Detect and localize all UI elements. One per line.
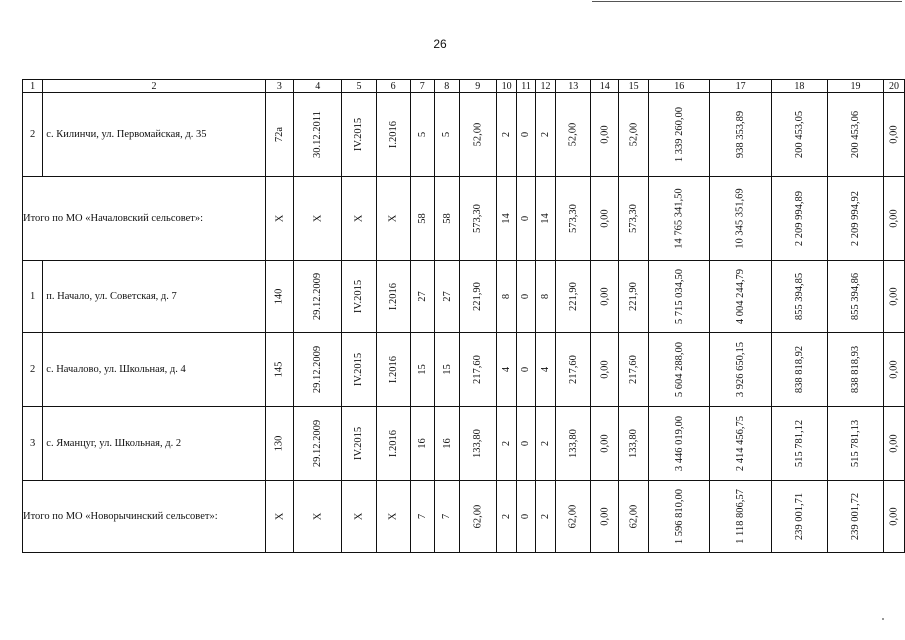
value-text: 2 bbox=[539, 513, 551, 520]
value-text: I.2016 bbox=[387, 355, 399, 384]
value-text: I.2016 bbox=[387, 429, 399, 458]
value-cell-col-20 bbox=[884, 333, 905, 407]
value-text: 2 209 994,92 bbox=[849, 190, 861, 247]
value-cell-col-7 bbox=[410, 93, 435, 177]
value-text: 0 bbox=[520, 215, 532, 222]
value-cell-col-19 bbox=[827, 261, 883, 333]
value-text: 2 bbox=[539, 440, 551, 447]
value-cell-col-10 bbox=[496, 261, 516, 333]
address-cell: с. Яманцуг, ул. Школьная, д. 2 bbox=[43, 407, 265, 481]
value-text: 4 bbox=[501, 366, 513, 373]
value-text: X bbox=[312, 214, 324, 223]
value-cell-col-19 bbox=[827, 407, 883, 481]
value-cell-col-10 bbox=[496, 177, 516, 261]
value-text: 72а bbox=[273, 126, 285, 143]
subtotal-row bbox=[23, 177, 905, 261]
value-cell-col-18 bbox=[771, 177, 827, 261]
value-cell-col-16 bbox=[649, 407, 710, 481]
value-text: 16 bbox=[416, 438, 428, 449]
value-cell-col-7 bbox=[410, 481, 435, 553]
value-cell-col-17 bbox=[710, 481, 771, 553]
value-text: 7 bbox=[416, 513, 428, 520]
value-cell-col-18 bbox=[771, 333, 827, 407]
value-cell-col-3 bbox=[265, 177, 293, 261]
value-text: 2 bbox=[501, 440, 513, 447]
column-number-cell: 8 bbox=[435, 80, 460, 93]
value-cell-col-17 bbox=[710, 93, 771, 177]
value-text: 1 339 260,00 bbox=[673, 106, 685, 163]
value-cell-col-9 bbox=[459, 93, 496, 177]
value-cell-col-15 bbox=[619, 407, 649, 481]
value-text: 0,00 bbox=[599, 125, 611, 144]
column-number-cell: 7 bbox=[410, 80, 435, 93]
value-cell-col-10 bbox=[496, 93, 516, 177]
value-text: 515 781,12 bbox=[793, 419, 805, 468]
value-cell-col-3 bbox=[265, 93, 293, 177]
value-text: I.2016 bbox=[387, 120, 399, 149]
value-cell-col-12 bbox=[535, 333, 555, 407]
value-cell-col-4 bbox=[294, 93, 342, 177]
value-text: 16 bbox=[441, 438, 453, 449]
value-text: 30.12.2011 bbox=[312, 111, 324, 158]
value-cell-col-15 bbox=[619, 261, 649, 333]
value-text: 27 bbox=[416, 291, 428, 302]
value-text: 4 bbox=[539, 366, 551, 373]
value-cell-col-9 bbox=[459, 261, 496, 333]
value-cell-col-16 bbox=[649, 481, 710, 553]
value-cell-col-6 bbox=[376, 333, 410, 407]
value-cell-col-18 bbox=[771, 93, 827, 177]
value-cell-col-14 bbox=[591, 177, 619, 261]
value-cell-col-11 bbox=[517, 177, 535, 261]
value-cell-col-5 bbox=[342, 481, 376, 553]
column-number-cell: 9 bbox=[459, 80, 496, 93]
value-cell-col-4 bbox=[294, 481, 342, 553]
value-text: 5 bbox=[416, 131, 428, 138]
value-cell-col-6 bbox=[376, 481, 410, 553]
value-text: 62,00 bbox=[472, 504, 484, 529]
value-text: 0,00 bbox=[599, 507, 611, 526]
value-text: 0,00 bbox=[888, 209, 900, 228]
column-number-cell: 13 bbox=[556, 80, 591, 93]
value-text: 217,60 bbox=[472, 355, 484, 384]
value-text: 14 765 341,50 bbox=[673, 188, 685, 249]
row-number-cell: 2 bbox=[23, 93, 43, 177]
value-cell-col-7 bbox=[410, 407, 435, 481]
value-cell-col-14 bbox=[591, 407, 619, 481]
value-text: 62,00 bbox=[628, 504, 640, 529]
value-cell-col-13 bbox=[556, 333, 591, 407]
value-text: 5 bbox=[441, 131, 453, 138]
value-text: 200 453,06 bbox=[849, 110, 861, 159]
value-cell-col-20 bbox=[884, 407, 905, 481]
value-cell-col-14 bbox=[591, 261, 619, 333]
value-text: X bbox=[273, 512, 285, 521]
value-text: 3 446 019,00 bbox=[673, 415, 685, 472]
value-cell-col-15 bbox=[619, 481, 649, 553]
value-text: 15 bbox=[441, 364, 453, 375]
value-text: 29.12.2009 bbox=[312, 419, 324, 468]
value-cell-col-14 bbox=[591, 333, 619, 407]
table-row bbox=[23, 333, 905, 407]
value-text: 573,30 bbox=[628, 204, 640, 233]
value-cell-col-11 bbox=[517, 407, 535, 481]
column-number-cell: 18 bbox=[771, 80, 827, 93]
row-number-cell: 1 bbox=[23, 261, 43, 333]
value-text: 2 414 456,75 bbox=[735, 415, 747, 472]
value-text: 52,00 bbox=[567, 122, 579, 147]
value-cell-col-12 bbox=[535, 407, 555, 481]
value-cell-col-17 bbox=[710, 333, 771, 407]
value-text: 1 596 810,00 bbox=[673, 488, 685, 545]
value-cell-col-9 bbox=[459, 407, 496, 481]
value-text: 0,00 bbox=[599, 434, 611, 453]
address-cell: с. Килинчи, ул. Первомайская, д. 35 bbox=[43, 93, 265, 177]
value-cell-col-13 bbox=[556, 481, 591, 553]
value-cell-col-12 bbox=[535, 177, 555, 261]
column-number-cell: 10 bbox=[496, 80, 516, 93]
value-text: 1 118 806,57 bbox=[735, 489, 747, 544]
value-cell-col-10 bbox=[496, 481, 516, 553]
value-text: 133,80 bbox=[567, 429, 579, 458]
value-text: X bbox=[312, 512, 324, 521]
value-cell-col-11 bbox=[517, 481, 535, 553]
value-text: 27 bbox=[441, 291, 453, 302]
value-cell-col-10 bbox=[496, 407, 516, 481]
table-row bbox=[23, 93, 905, 177]
value-text: 15 bbox=[416, 364, 428, 375]
value-text: 0 bbox=[520, 513, 532, 520]
value-text: 10 345 351,69 bbox=[735, 188, 747, 249]
value-text: IV.2015 bbox=[353, 279, 365, 314]
value-cell-col-19 bbox=[827, 93, 883, 177]
value-cell-col-16 bbox=[649, 177, 710, 261]
value-cell-col-20 bbox=[884, 93, 905, 177]
value-cell-col-6 bbox=[376, 407, 410, 481]
value-text: 4 004 244,79 bbox=[735, 268, 747, 325]
value-cell-col-8 bbox=[435, 93, 460, 177]
value-text: 573,30 bbox=[472, 204, 484, 233]
value-cell-col-3 bbox=[265, 333, 293, 407]
value-text: 14 bbox=[539, 213, 551, 224]
value-cell-col-5 bbox=[342, 333, 376, 407]
row-number-cell: 2 bbox=[23, 333, 43, 407]
column-number-cell: 15 bbox=[619, 80, 649, 93]
value-cell-col-9 bbox=[459, 333, 496, 407]
value-text: 58 bbox=[416, 213, 428, 224]
value-cell-col-3 bbox=[265, 481, 293, 553]
value-text: 0,00 bbox=[888, 287, 900, 306]
value-cell-col-18 bbox=[771, 481, 827, 553]
value-text: 573,30 bbox=[567, 204, 579, 233]
value-text: 221,90 bbox=[567, 282, 579, 311]
value-cell-col-7 bbox=[410, 261, 435, 333]
value-text: 217,60 bbox=[628, 355, 640, 384]
value-text: 221,90 bbox=[628, 282, 640, 311]
value-text: 838 818,92 bbox=[793, 345, 805, 394]
value-text: 0,00 bbox=[599, 360, 611, 379]
value-cell-col-16 bbox=[649, 333, 710, 407]
value-cell-col-16 bbox=[649, 93, 710, 177]
value-text: 0 bbox=[520, 366, 532, 373]
value-text: 140 bbox=[273, 288, 285, 305]
value-text: 0,00 bbox=[888, 434, 900, 453]
value-cell-col-7 bbox=[410, 177, 435, 261]
value-cell-col-6 bbox=[376, 177, 410, 261]
value-text: 0,00 bbox=[888, 125, 900, 144]
value-cell-col-4 bbox=[294, 407, 342, 481]
value-text: 8 bbox=[501, 293, 513, 300]
value-cell-col-8 bbox=[435, 481, 460, 553]
value-text: 221,90 bbox=[472, 282, 484, 311]
value-text: 133,80 bbox=[628, 429, 640, 458]
value-cell-col-20 bbox=[884, 261, 905, 333]
value-cell-col-5 bbox=[342, 261, 376, 333]
value-text: 0,00 bbox=[599, 209, 611, 228]
value-text: X bbox=[353, 214, 365, 223]
value-cell-col-15 bbox=[619, 177, 649, 261]
value-text: 938 353,89 bbox=[735, 110, 747, 159]
value-text: I.2016 bbox=[387, 282, 399, 311]
value-cell-col-12 bbox=[535, 481, 555, 553]
value-text: 0 bbox=[520, 131, 532, 138]
value-text: IV.2015 bbox=[353, 352, 365, 387]
value-cell-col-8 bbox=[435, 333, 460, 407]
column-number-cell: 19 bbox=[827, 80, 883, 93]
value-cell-col-19 bbox=[827, 481, 883, 553]
value-cell-col-13 bbox=[556, 93, 591, 177]
value-text: X bbox=[273, 214, 285, 223]
value-text: 58 bbox=[441, 213, 453, 224]
scan-top-rule bbox=[592, 1, 902, 2]
value-text: 145 bbox=[273, 361, 285, 378]
value-text: 133,80 bbox=[472, 429, 484, 458]
column-number-cell: 4 bbox=[294, 80, 342, 93]
value-text: 7 bbox=[441, 513, 453, 520]
subtotal-row bbox=[23, 481, 905, 553]
value-cell-col-3 bbox=[265, 407, 293, 481]
value-cell-col-18 bbox=[771, 261, 827, 333]
value-cell-col-9 bbox=[459, 177, 496, 261]
value-cell-col-7 bbox=[410, 333, 435, 407]
column-number-cell: 2 bbox=[43, 80, 265, 93]
scan-speck bbox=[882, 618, 884, 620]
value-text: 0 bbox=[520, 293, 532, 300]
value-text: 200 453,05 bbox=[793, 110, 805, 159]
column-number-cell: 6 bbox=[376, 80, 410, 93]
value-cell-col-5 bbox=[342, 407, 376, 481]
value-cell-col-12 bbox=[535, 93, 555, 177]
value-text: 3 926 650,15 bbox=[735, 341, 747, 398]
value-cell-col-4 bbox=[294, 177, 342, 261]
value-cell-col-20 bbox=[884, 481, 905, 553]
address-cell: п. Начало, ул. Советская, д. 7 bbox=[43, 261, 265, 333]
value-text: IV.2015 bbox=[353, 426, 365, 461]
value-cell-col-17 bbox=[710, 261, 771, 333]
column-number-cell: 1 bbox=[23, 80, 43, 93]
value-text: X bbox=[353, 512, 365, 521]
value-cell-col-15 bbox=[619, 333, 649, 407]
value-text: 515 781,13 bbox=[849, 419, 861, 468]
value-cell-col-5 bbox=[342, 93, 376, 177]
value-cell-col-13 bbox=[556, 261, 591, 333]
value-cell-col-6 bbox=[376, 261, 410, 333]
value-text: 14 bbox=[501, 213, 513, 224]
value-text: 29.12.2009 bbox=[312, 272, 324, 321]
data-table bbox=[22, 79, 905, 553]
value-text: 0 bbox=[520, 440, 532, 447]
value-text: 130 bbox=[273, 435, 285, 452]
value-text: 838 818,93 bbox=[849, 345, 861, 394]
column-number-cell: 16 bbox=[649, 80, 710, 93]
value-cell-col-18 bbox=[771, 407, 827, 481]
value-cell-col-16 bbox=[649, 261, 710, 333]
value-cell-col-13 bbox=[556, 407, 591, 481]
value-cell-col-14 bbox=[591, 481, 619, 553]
value-text: 239 001,71 bbox=[793, 492, 805, 541]
column-number-cell: 17 bbox=[710, 80, 771, 93]
value-text: 62,00 bbox=[567, 504, 579, 529]
value-text: 855 394,86 bbox=[849, 272, 861, 321]
value-cell-col-13 bbox=[556, 177, 591, 261]
value-cell-col-19 bbox=[827, 177, 883, 261]
column-number-cell: 14 bbox=[591, 80, 619, 93]
value-text: 855 394,85 bbox=[793, 272, 805, 321]
value-text: 52,00 bbox=[628, 122, 640, 147]
column-number-cell: 20 bbox=[884, 80, 905, 93]
value-text: X bbox=[387, 512, 399, 521]
column-number-cell: 11 bbox=[517, 80, 535, 93]
value-cell-col-8 bbox=[435, 407, 460, 481]
subtotal-label: Итого по МО «Началовский сельсовет»: bbox=[23, 177, 266, 261]
value-cell-col-15 bbox=[619, 93, 649, 177]
value-cell-col-11 bbox=[517, 261, 535, 333]
value-cell-col-3 bbox=[265, 261, 293, 333]
value-text: 239 001,72 bbox=[849, 492, 861, 541]
table-row bbox=[23, 261, 905, 333]
value-cell-col-6 bbox=[376, 93, 410, 177]
value-text: 0,00 bbox=[888, 360, 900, 379]
table-body bbox=[23, 80, 905, 553]
value-cell-col-8 bbox=[435, 261, 460, 333]
value-text: IV.2015 bbox=[353, 117, 365, 152]
value-cell-col-4 bbox=[294, 261, 342, 333]
value-cell-col-5 bbox=[342, 177, 376, 261]
column-number-cell: 3 bbox=[265, 80, 293, 93]
value-text: 29.12.2009 bbox=[312, 345, 324, 394]
value-text: X bbox=[387, 214, 399, 223]
value-cell-col-17 bbox=[710, 407, 771, 481]
value-text: 52,00 bbox=[472, 122, 484, 147]
column-number-cell: 5 bbox=[342, 80, 376, 93]
value-cell-col-11 bbox=[517, 333, 535, 407]
value-text: 2 209 994,89 bbox=[793, 190, 805, 247]
page-number: 26 bbox=[433, 37, 447, 51]
value-cell-col-20 bbox=[884, 177, 905, 261]
value-text: 0,00 bbox=[599, 287, 611, 306]
value-text: 5 715 034,50 bbox=[673, 268, 685, 325]
value-cell-col-4 bbox=[294, 333, 342, 407]
value-text: 0,00 bbox=[888, 507, 900, 526]
column-number-cell: 12 bbox=[535, 80, 555, 93]
value-cell-col-14 bbox=[591, 93, 619, 177]
value-cell-col-12 bbox=[535, 261, 555, 333]
value-cell-col-11 bbox=[517, 93, 535, 177]
subtotal-label: Итого по МО «Новорычинский сельсовет»: bbox=[23, 481, 266, 553]
value-cell-col-17 bbox=[710, 177, 771, 261]
value-cell-col-19 bbox=[827, 333, 883, 407]
value-cell-col-8 bbox=[435, 177, 460, 261]
value-cell-col-9 bbox=[459, 481, 496, 553]
value-text: 5 604 288,00 bbox=[673, 341, 685, 398]
value-text: 2 bbox=[501, 131, 513, 138]
value-text: 2 bbox=[501, 513, 513, 520]
address-cell: с. Началово, ул. Школьная, д. 4 bbox=[43, 333, 265, 407]
row-number-cell: 3 bbox=[23, 407, 43, 481]
value-text: 2 bbox=[539, 131, 551, 138]
table-row bbox=[23, 407, 905, 481]
value-cell-col-10 bbox=[496, 333, 516, 407]
value-text: 217,60 bbox=[567, 355, 579, 384]
value-text: 8 bbox=[539, 293, 551, 300]
column-number-row bbox=[23, 80, 905, 93]
